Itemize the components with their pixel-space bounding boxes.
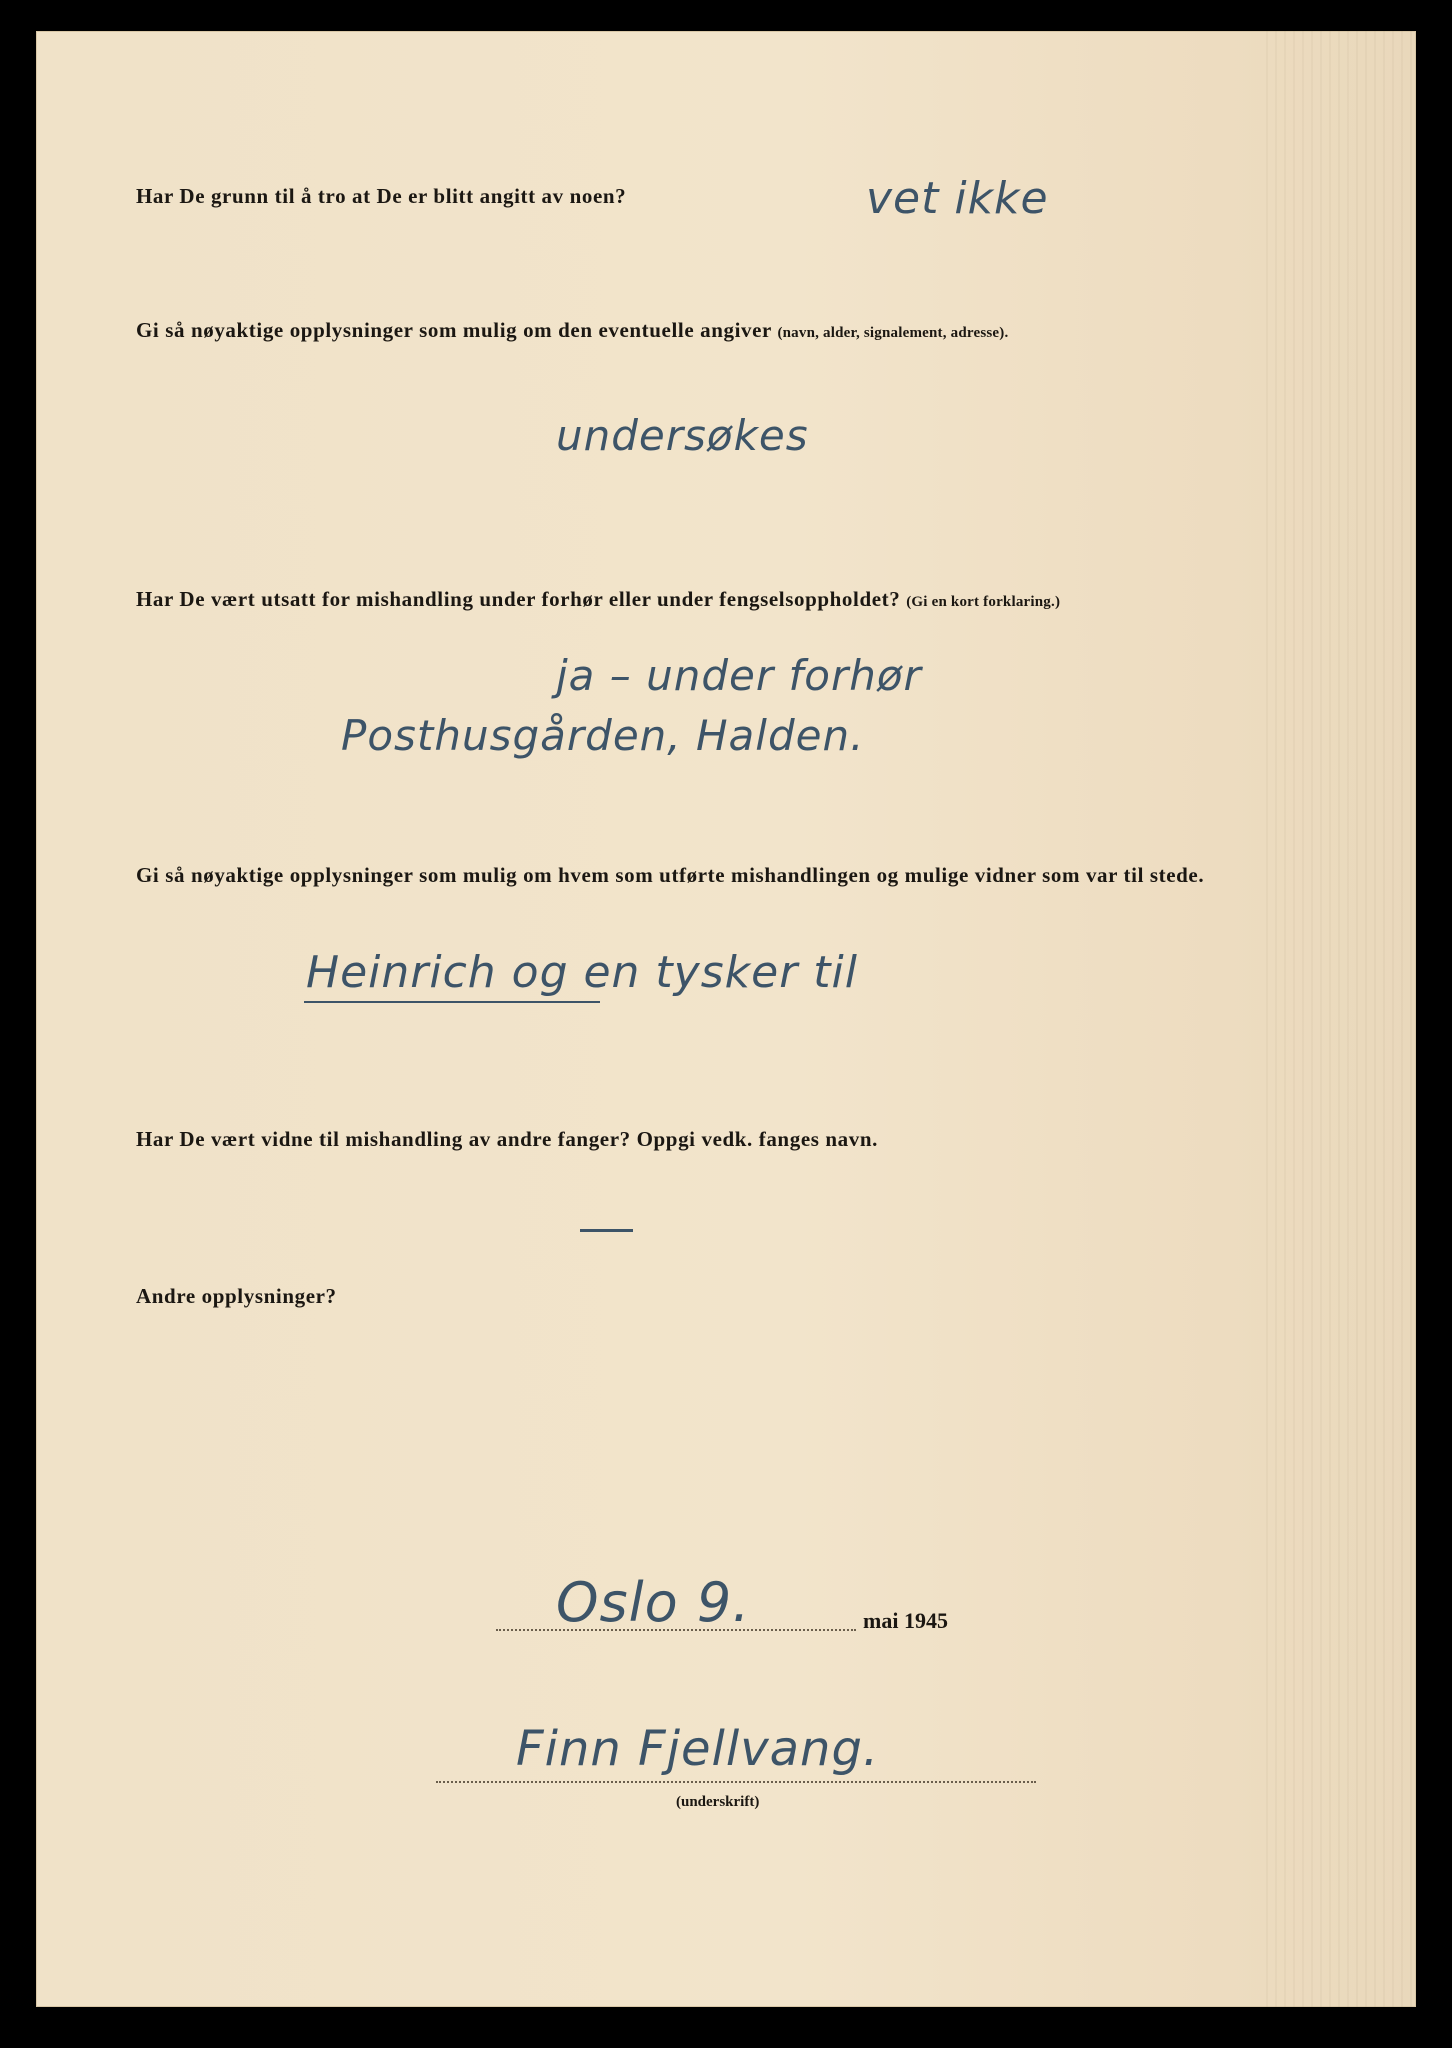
- signature-label: (underskrift): [676, 1794, 760, 1810]
- question-denounced: Har De grunn til å tro at De er blitt angitt av noen?: [136, 184, 627, 208]
- answer-denounced-handwritten: vet ikke: [866, 173, 1049, 224]
- signature-handwritten: Finn Fjellvang.: [516, 1721, 880, 1777]
- question-mistreatment-note: (Gi en kort forklaring.): [906, 594, 1061, 610]
- answer-informer-handwritten: undersøkes: [556, 411, 809, 460]
- answer-perpetrators-handwritten: Heinrich og en tysker til: [306, 947, 858, 998]
- handwritten-underline: [304, 1001, 600, 1003]
- question-informer-details: [136, 318, 1008, 343]
- answer-witness-dash: [580, 1229, 633, 1232]
- place-date-handwritten: Oslo 9.: [556, 1571, 751, 1634]
- question-informer-details-note: (navn, alder, signalement, adresse).: [777, 325, 1009, 341]
- question-perpetrators: Gi så nøyaktige opplysninger som mulig om hvem som utførte mishandlingen og mulige vidner som var til stede.: [136, 863, 1205, 887]
- signature-dotted-line: [436, 1781, 1036, 1783]
- document-page: [36, 31, 1416, 2007]
- answer-mistreatment-line2-handwritten: Posthusgården, Halden.: [341, 711, 865, 760]
- question-informer-details-text: Gi så nøyaktige opplysninger som mulig om den eventuelle angiver: [136, 318, 772, 342]
- date-month-year: mai 1945: [863, 1608, 948, 1633]
- answer-mistreatment-line1-handwritten: ja – under forhør: [556, 651, 922, 700]
- question-other-info: Andre opplysninger?: [136, 1284, 337, 1308]
- page-edge-strip: [1266, 31, 1416, 2007]
- question-witness: Har De vært vidne til mishandling av andre fanger? Oppgi vedk. fanges navn.: [136, 1127, 878, 1151]
- place-date-dotted-line: [496, 1629, 856, 1631]
- question-mistreatment: [136, 587, 1060, 612]
- question-mistreatment-text: Har De vært utsatt for mishandling under forhør eller under fengselsoppholdet?: [136, 587, 901, 611]
